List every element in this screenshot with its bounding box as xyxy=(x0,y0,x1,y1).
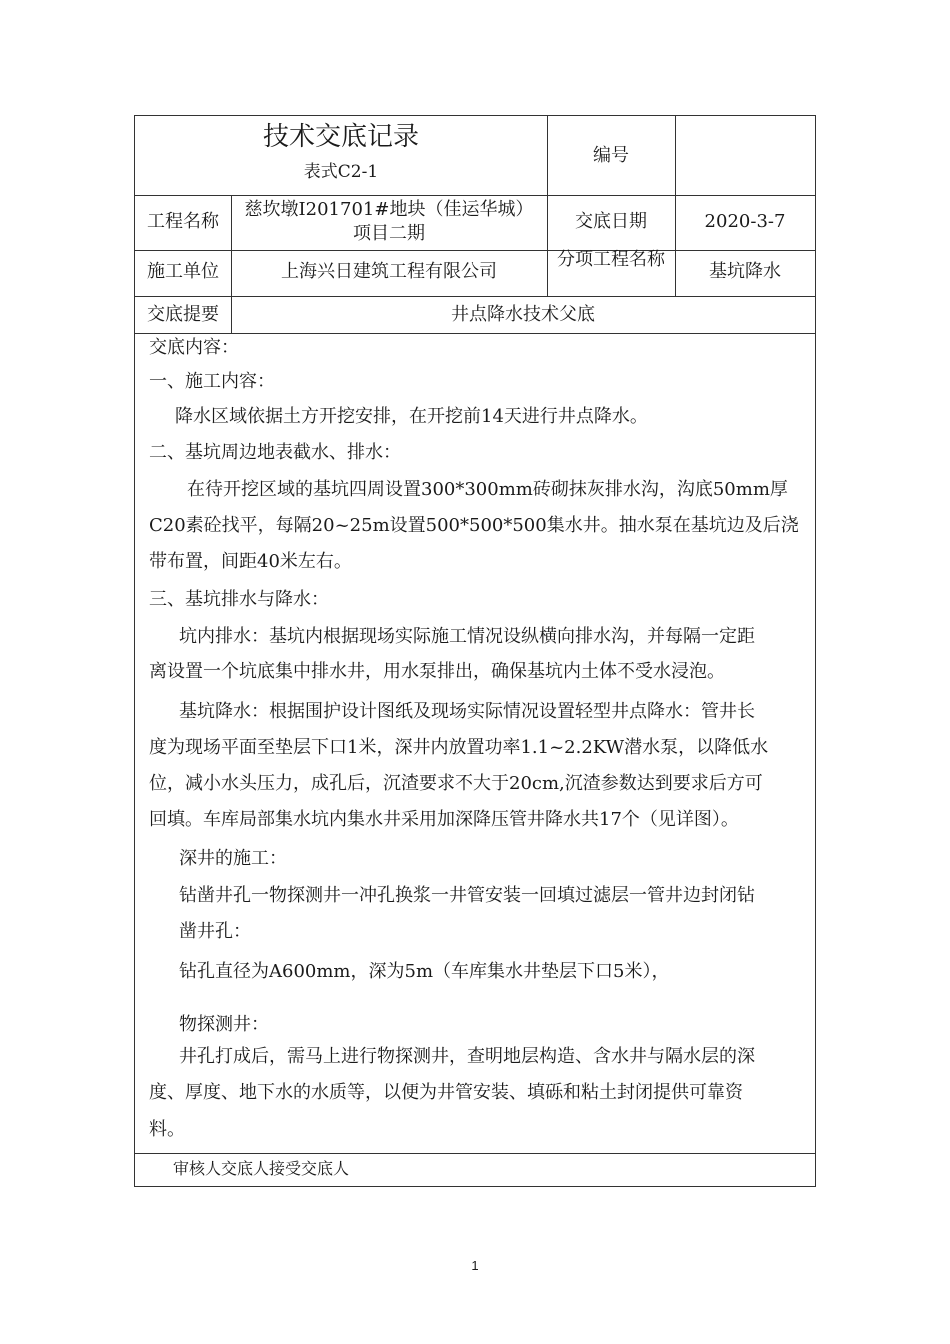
rule-header-bottom xyxy=(135,195,815,196)
content-line: 位，减小水头压力，成孔后，沉渣要求不大于20cm,沉渣参数达到要求后方可 xyxy=(149,773,763,794)
content-line: 回填。车库局部集水坑内集水井采用加深降压管井降水共17个（见详图）。 xyxy=(149,809,739,830)
rule-summary-bottom xyxy=(135,333,815,334)
summary-value: 井点降水技术父底 xyxy=(451,304,595,325)
content-line: 离设置一个坑底集中排水井，用水泵排出，确保基坑内土体不受水浸泡。 xyxy=(149,661,725,682)
content-line: 钻孔直径为A600mm，深为5m（车库集水井垫层下口5米）， xyxy=(179,961,670,982)
contractor-label: 施工单位 xyxy=(147,261,219,282)
signature-row: 审核人交底人接受交底人 xyxy=(173,1159,350,1178)
technical-briefing-form xyxy=(134,115,816,1187)
content-line: C20素砼找平，每隔20~25m设置500*500*500集水井。抽水泵在基坑边及后浇 xyxy=(149,515,799,536)
summary-label: 交底提要 xyxy=(147,304,219,325)
content-line: 在待开挖区域的基坑四周设置300*300mm砖砌抹灰排水沟，沟底50mm厚 xyxy=(187,479,788,500)
form-title: 技术交底记录 xyxy=(262,122,419,152)
rule-project-bottom xyxy=(135,250,815,251)
contractor-value: 上海兴日建筑工程有限公司 xyxy=(281,261,497,282)
project-name-line1: 慈坎墩I201701#地块（佳运华城） xyxy=(244,199,534,220)
content-line: 交底内容： xyxy=(149,337,239,358)
project-name-label: 工程名称 xyxy=(147,211,219,232)
number-label: 编号 xyxy=(593,145,629,166)
form-code: 表式C2-1 xyxy=(303,162,379,182)
content-line: 坑内排水：基坑内根据现场实际施工情况设纵横向排水沟，并每隔一定距 xyxy=(179,626,755,647)
subitem-label: 分项工程名称 xyxy=(557,249,665,270)
content-line: 料。 xyxy=(149,1119,185,1140)
content-line: 三、基坑排水与降水： xyxy=(149,589,329,610)
project-name-line2: 项目二期 xyxy=(353,223,425,244)
content-line: 基坑降水：根据围护设计图纸及现场实际情况设置轻型井点降水：管井长 xyxy=(179,701,755,722)
content-line: 度、厚度、地下水的水质等，以便为井管安装、填砾和粘土封闭提供可靠资 xyxy=(149,1082,743,1103)
subitem-value: 基坑降水 xyxy=(709,261,781,282)
content-line: 降水区域依据土方开挖安排，在开挖前14天进行井点降水。 xyxy=(175,406,648,427)
content-line: 钻凿井孔一物探测井一冲孔换浆一井管安装一回填过滤层一管井边封闭钻 xyxy=(179,885,755,906)
content-line: 二、基坑周边地表截水、排水： xyxy=(149,442,401,463)
rule-content-bottom xyxy=(135,1153,815,1154)
content-line: 物探测井： xyxy=(179,1014,269,1035)
date-value: 2020-3-7 xyxy=(704,211,786,232)
rule-contractor-bottom xyxy=(135,296,815,297)
page-number: 1 xyxy=(471,1258,479,1273)
content-line: 带布置，间距40米左右。 xyxy=(149,551,352,572)
content-line: 深井的施工： xyxy=(179,848,287,869)
date-label: 交底日期 xyxy=(575,211,647,232)
content-line: 一、施工内容： xyxy=(149,371,275,392)
content-line: 井孔打成后，需马上进行物探测井，查明地层构造、含水井与隔水层的深 xyxy=(179,1046,755,1067)
content-line: 凿井孔： xyxy=(179,921,251,942)
content-line: 度为现场平面至垫层下口1米，深井内放置功率1.1~2.2KW潜水泵，以降低水 xyxy=(149,737,769,758)
